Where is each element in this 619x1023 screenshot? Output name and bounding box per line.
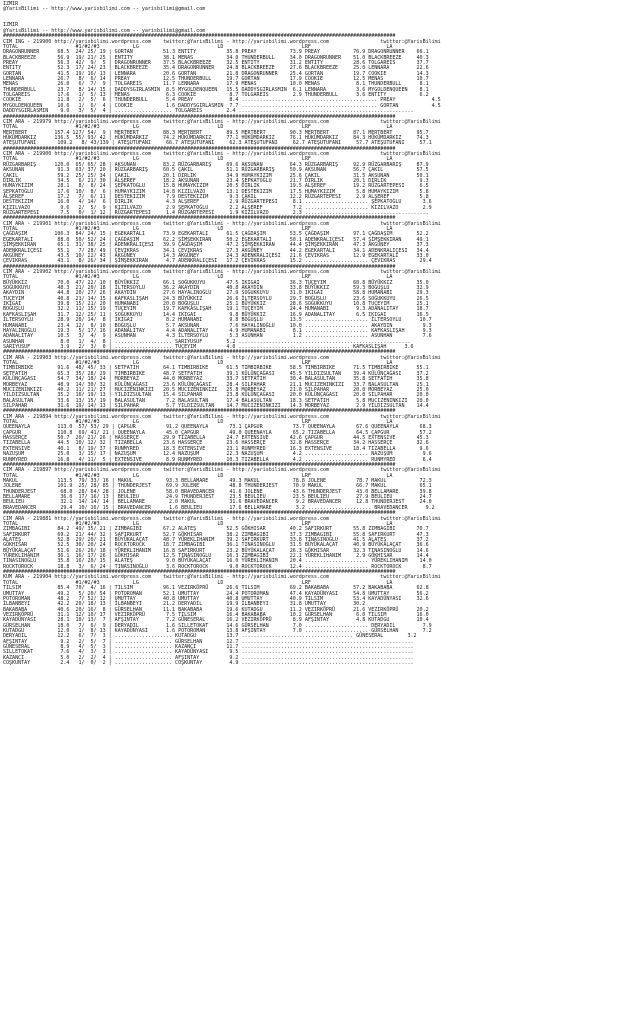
report-line: CIM ARA - 219894 http://yarisbilimi.wordpress.com twitter:@YarisBilimi - http://yarisbilimi.wordpress.com twitter:@YarisBilimi (3, 413, 441, 420)
report-line: MYGOLDENQUEEN 10.6 1/ 6/ 4 | COOKIE 1.6 DADDYSGIRLASMIN 7.7 ............................................. GORTAN 4.5 (3, 102, 441, 109)
report-line: GORTAN 41.5 19/ 16/ 13 | LENNARA 20.6 GORTAN 21.8 DRAGONRUNNER 25.4 GORTAN 19.7 COOKIE 14.3 (3, 70, 429, 77)
report-line: TOTAL #1/#2/#3 LG LD LRF LA (3, 156, 393, 163)
report-line: DRAGONRUNNER 68.5 24/ 25/ 19 | GORTAN 51.3 ENTITY 35.8 PREAY 73.9 PREAY 76.9 DRAGONRUNNER 66.1 (3, 49, 429, 56)
report-line: ################################################################################################################################## (3, 215, 396, 222)
report-line: AFŞINTAY 9.2 2/ 5/ 7 | ................... GÜRSELHAN 12.7 ......................................................... (3, 638, 414, 645)
report-line: MERTBERT 157.4 127/ 54/ 9 | MERTBERT 88.3 MERTBERT 89.5 MERTBERT 90.3 MERTBERT 87.1 MERTBERT 95.7 (3, 129, 429, 136)
report-line: ADENKRALIÇESI 55.1 7/ 28/ 49 | ÇEVIKRAS 34.1 ÇEVIKRAS 27.3 AKGÜNEY 44.2 EGEKARTALI 34.1 ADENKRALIÇESI 34.4 (3, 247, 429, 254)
report-line: CIM ARA - 219881 http://yarisbilimi.wordpress.com twitter:@YarisBilimi - http://yarisbilimi.wordpress.com twitter:@YarisBilimi (3, 515, 441, 522)
report-line: CIM ARA - 219903 http://yarisbilimi.wordpress.com twitter:@YarisBilimi - http://yarisbilimi.wordpress.com twitter:@YarisBilimi (3, 354, 441, 361)
report-line: RÜZGARBARIŞ 120.0 65/ 65/ 28 | AKSUNAN 83.2 RÜZGARBARIŞ 69.6 AKSUNAN 64.3 RÜZGARBARIŞ 92.9 RÜZGARBARIŞ 87.9 (3, 161, 429, 168)
report-line: BEULIEU 32.1 14/ 14/ 14 | BELLAMARE 2.0 MAKUL 31.6 BRAVEDANCER 9.2 BRAVEDANCER 12.8 THUNDERJEST 24.0 (3, 499, 432, 506)
report-line: ÇAKIL 59.2 25/ 25/ 34 | ÇAKIL 20.1 DIRLIK 34.9 HUMAYKIZIM 25.6 ÇAKIL 31.5 AKSUNAN 50.1 (3, 172, 429, 179)
report-line: BALASULTAN 33.6 13/ 15/ 19 | BALASULTAN 7.2 BALASULTAN 17.4 BALASULTAN 18.3 SETFATIH 5.8 MUCIZENINKIZI 20.0 (3, 397, 429, 404)
report-line: CIM ARA - 219900 http://yarisbilimi.wordpress.com twitter:@YarisBilimi - http://yarisbilimi.wordpress.com twitter:@YarisBilimi (3, 151, 441, 158)
report-line: TOTAL #1/#2/#3 LG LD LRF LA (3, 274, 393, 281)
report-line: ALŞEREF 17.2 7/ 6/ 11 | DESTEKIZIM 7.9 DESTEKIZIM 9.3 ÇAKIL 12.2 RÜZGARTEPESI 2.9 ALŞEREF 5.8 (3, 193, 429, 200)
report-line: BOĞUŞLU 32.2 11/ 15/ 19 | TUÇEYIM 19.7 KAFKASLIŞAH 19.1 TUÇEYIM 24.4 HUMANABI 9.3 ADANALITAY 18.7 (3, 306, 429, 313)
report-line: GÜNESERAL 8.9 4/ 5/ 3 | ................... KAZANCI 11.7 ......................................................... (3, 644, 414, 651)
report-line: IZMIR (3, 22, 19, 29)
report-line: BLACKBREEZE 56.9 19/ 21/ 25 | ENTITY 38.1 MENAS 34.0 THUNDERBULL 34.0 DRAGONRUNNER 51.0 BLACKBREEZE 40.3 (3, 54, 429, 61)
report-line: ################################################################################################################################## (3, 349, 396, 356)
report-line: DESTEKIZIM 16.0 4/ 14/ 6 | DIRLIK 4.3 ALŞEREF 2.9 RÜZGARTEPESI 8.1 ..................... ŞEPKATOĞLU 3.6 (3, 199, 432, 206)
report-line: ZIMBAGIBI 84.2 49/ 35/ 21 | ZIMBAGIBI 67.2 ALATEŞ 52.5 GÖKHISAR 40.2 SAFIRKURT 55.8 ZIMBAGIBI 70.7 (3, 526, 429, 533)
report-line: JOLENE 101.9 25/ 28/ 85 | THUNDERJEST 69.9 JOLENE 48.8 THUNDERJEST 70.9 MAKUL 66.7 MAKUL 65.1 (3, 483, 432, 490)
report-line: ÇAPGUR 110.8 69/ 41/ 21 | QUEENAYLA 45.0 ÇAPGUR 49.0 QUEENAYLA 65.2 TIZABELLA 64.5 ÇAPGUR 57.2 (3, 429, 432, 436)
report-line: IZMIR (3, 1, 19, 7)
report-line: EXTENSIVE 40.1 8/ 19/ 37 | RUNMYRED 18.3 EXTENSIVE 23.1 RUNMYRED 16.3 EXTENSIVE 18.4 TIZABELLA 9.6 (3, 445, 429, 452)
report-line: TIZABELLA 44.5 10/ 12/ 32 | TIZABELLA 23.6 HASSERÇE 23.6 HASSERÇE 32.8 HASSERÇE 34.2 HASSERÇE 32.6 (3, 440, 429, 447)
report-line: ################################################################################################################################## (3, 145, 396, 152)
report-line: ŞEPKATOĞLU 17.6 10/ 8/ 6 | HUMAYKIZIM 14.8 KIZILVAZO 13.1 DESTEKIZIM 17.5 HUMAYKIZIM 5.8 HUMAYKIZIM 5.8 (3, 188, 429, 195)
report-line: SOĞUKKUYU 48.3 21/ 20/ 18 | İLTERSOYLU 36.2 AKAYDIN 40.8 AKAYDIN 33.8 BÜYÜKKIZ 59.3 BOĞUŞLU 32.9 (3, 285, 429, 292)
report-line: HAYALINOĞLU 19.3 5/ 17/ 16 | ADANALITAY 4.4 ADANALITAY 4.9 HUMANABI 8.1 ..................... KAFKASLIŞAH 9.3 (3, 327, 432, 334)
report-line: TOTAL #1/#2/#3 LG LD LRF LA (3, 419, 393, 426)
report-line: ALATEŞ 52.8 29/ 20/ 21 | BÜYÜKALAÇAT 48.7 YÜREKLIHANIM 39.2 SAFIRKURT 33.8 TINASINOĞLU 41.5 ALATEŞ 37.2 (3, 536, 429, 543)
report-line: ################################################################################################################################## (3, 33, 396, 40)
report-line: ROCKTOROCK 18.8 3/ 6/ 24 | TINASINOĞLU 3.6 ROCKTOROCK 9.0 ROCKTOROCK 12.4 ..................... ROCKTOROCK 8.7 (3, 563, 432, 570)
report-line: DADDYSGIRLASMIN 9.0 3/ 5/ 4 | ................... TOLGAREIS 2.4 .......................................................... (3, 108, 414, 115)
report-line: VEZIRKÖPRÜ 31.1 12/ 10/ 17 | VEZIRKÖPRÜ 7.5 TILSIM 16.4 BAKABABA 10.2 GÜRSELHAN 6.0 TILSIM 16.0 (3, 611, 429, 618)
report-line: ################################################################################################################################## (3, 263, 396, 270)
report-line: ÇEVIKRAS 43.1 8/ 26/ 34 | ŞİMŞEKKIRAN 4.7 ADENKRALIÇESI 17.2 ÇEVIKRAS 15.2 ..................... ÇEVIKRAS 29.4 (3, 258, 432, 265)
report-line: SILPAHAR 31.6 19/ 14/ 13 | SILPAHAR 5.7 YILDIZSULTAN 14.7 MUCIZENINKIZI 14.3 MORBEYAZ 2.9 YILDIZSULTAN 14.4 (3, 402, 429, 409)
report-line: ÇAĞDAŞIM 106.3 84/ 24/ 15 | EGEKARTALI 73.9 EGEKARTALI 61.5 ÇAĞDAŞIM 53.5 ÇAĞDAŞIM 97.1 ÇAĞDAŞIM 52.2 (3, 231, 429, 238)
report-line: CIM ARA - 219901 http://yarisbilimi.wordpress.com twitter:@YarisBilimi - http://yarisbilimi.wordpress.com twitter:@YarisBilimi (3, 220, 441, 227)
report-line: BRAVEDANCER 29.4 10/ 16/ 15 | BRAVEDANCER 1.6 BEULIEU 17.6 BELLAMARE 3.2 ..................... BRAVEDANCER 9.2 (3, 504, 435, 511)
report-line: RÜZGARTEPESI 7.5 0/ 1/ 12 | RÜZGARTEPESI 1.4 RÜZGARTEPESI 1.9 KIZILVAZO 2.3 ......................................... (3, 210, 429, 217)
report-line: ADANALITAY 10.5 3/ 4/ 9 | ASUNHAN 4.3 İLTERSOYLU 5.3 ASUNHAN 1.2 ..................... ASUNHAN 7.6 (3, 333, 432, 340)
report-line: KUM ARA - 219904 http://yarisbilimi.wordpress.com twitter:@YarisBilimi - http://yarisbilimi.wordpress.com twitter:@YarisBilimi (3, 574, 441, 581)
report-line: GÜRSELHAN 18.0 7/ 6/ 9 | DERYADIL 1.6 SILLETOKAT 14.6 GÜRSELHAN 7.0 ..................... DERYADIL 7.9 (3, 622, 432, 629)
report-line: TOTAL #1/#2/#3 LG LD LRF LA (3, 226, 393, 233)
report-line: EGEKARTALI 88.0 50/ 52/ 24 | ÇAĞDAŞIM 62.2 ŞİMŞEKKIRAN 50.2 EGEKARTALI 50.1 ADENKRALIÇESI 57.4 ŞİMŞEKKIRAN 49.1 (3, 236, 429, 243)
report-line: CIM ING - 219900 http://yarisbilimi.wordpress.com twitter:@YarisBilimi - http://yarisbilimi.wordpress.com twitter:@YarisBilimi (3, 38, 441, 45)
report-line: TUÇEYIM 40.8 21/ 14/ 15 | KAFKASLIŞAH 24.3 BÜYÜKKIZ 26.6 İLTERSOYLU 29.7 BOĞUŞLU 23.6 SOĞUKKUYU 26.5 (3, 295, 429, 302)
report-line: YÜREKLIHANIM 36.1 16/ 17/ 26 | GÖKHISAR 12.5 TINASINOĞLU 16.3 ZIMBAGIBI 22.1 YÜREKLIHANIM 2.9 GÖKHISAR 14.4 (3, 553, 429, 560)
report-line: THUNDERBULL 23.7 8/ 14/ 15 | DADDYSGIRLASMIN 8.5 MYGOLDENQUEEN 15.5 DADDYSGIRLASMIN 6.1 LENNARA 3.6 MYGOLDENQUEEN 8.1 (3, 86, 429, 93)
report-line: RUNMYRED 16.8 4/ 11/ 5 | EXTENSIVE 8.9 RUNMYRED 10.3 TIZABELLA 4.2 ..................... RUNMYRED 6.4 (3, 456, 432, 463)
report-line: COŞKUNTAY 2.4 1/ 0/ 2 | ................... COŞKUNTAY 4.9 ......................................................... (3, 660, 414, 667)
report-line: QUEENAYLA 113.0 57/ 53/ 29 | ÇAPGUR 91.2 QUEENAYLA 73.1 ÇAPGUR 73.7 QUEENAYLA 67.6 QUEENAYLA 68.3 (3, 424, 432, 431)
report-line: TOTAL #1/#2/#3 LG LD LRF LA (3, 360, 393, 367)
report-line: THUNDERJEST 68.0 28/ 64/ 28 | JOLENE 58.0 BRAVEDANCER 41.6 JOLENE 43.6 THUNDERJEST 43.0 BELLAMARE 39.8 (3, 488, 432, 495)
report-line: KIZILVAZO 9.6 2/ 5/ 9 | KIZILVAZO 2.9 ŞEPKATOĞLU 2.2 ALŞEREF 7.2 ..................... KIZILVAZO 2.9 (3, 204, 432, 211)
report-line: UMUTTAY 49.2 5/ 20/ 54 | POTOROMAN 52.1 UMUTTAY 24.4 POTOROMAN 47.4 KAYADÜNYASI 54.8 UMUTTAY 56.2 (3, 590, 429, 597)
report-line: TOTAL #1/#2/#3 LG LD LRF LA (3, 472, 393, 479)
report-line: NAZUŞUM 25.0 3/ 15/ 17 | NAZUŞUM 12.4 NAZUŞUM 22.3 NAZUŞUM 4.2 ..................... NAZUŞUM 9.6 (3, 451, 432, 458)
report-line: LENNARA 26.7 8/ 6/ 14 | PREAY 12.5 THUNDERBULL 19.7 GORTAN 17.9 COOKIE 12.5 MENAS 10.7 (3, 76, 429, 83)
report-line: CIM ARA - 219902 http://yarisbilimi.wordpress.com twitter:@YarisBilimi - http://yarisbilimi.wordpress.com twitter:@YarisBilimi (3, 268, 441, 275)
report-line: YILDIZSULTAN 35.2 16/ 19/ 13 | YILDIZSULTAN 15.4 SILPAHAR 23.8 KÜLÜNÇAĞASI 20.0 KÜLÜNÇAĞASI 20.0 SILPAHAR 20.0 (3, 392, 429, 399)
report-line: BÜYÜKALAÇAT 51.6 26/ 26/ 18 | YÜREKLIHANIM 16.8 SAFIRKURT 23.2 BÜYÜKALAÇAT 26.3 GÖKHISAR 32.3 TINASINOĞLU 14.6 (3, 547, 429, 554)
report-line: HÜKÜMDARKIZ 136.5 55/ 93/ 42 | HÜKÜMDARKIZ 74.2 HÜKÜMDARKIZ 77.1 HÜKÜMDARKIZ 76.1 HÜKÜMDARKIZ 84.3 HÜKÜMDARKIZ 74.3 (3, 134, 429, 141)
report-line: IKIGAI 39.8 15/ 21/ 20 | HUMANABI 20.0 BOĞUŞLU 25.1 BÜYÜKKIZ 28.6 SOĞUKKUYU 10.8 TUÇEYIM 25.1 (3, 301, 429, 308)
report-line: HUMANABI 23.4 12/ 8/ 10 | BOĞUŞLU 5.7 AKSUNAN 7.6 HAYALINOĞLU 10.0 ..................... AKAYDIN 9.3 (3, 322, 432, 329)
report-line: TINASINOĞLU 35.8 16/ 20/ 15 | ALATEŞ 9.0 BÜYÜKALAÇAT 16.0 YÜREKLIHANIM 20.4 ..................... YÜREKLIHANIM 14.0 (3, 558, 432, 565)
report-line: İLTERSOYLU 28.9 20/ 14/ 8 | IKIGAI 8.2 HUMANABI 9.8 BOĞUŞLU 13.5 ..................... İLTERSOYLU 10.7 (3, 317, 432, 324)
report-line: AKSUNAN 91.3 63/ 37/ 20 | RÜZGARBARIŞ 60.5 ÇAKIL 51.1 RÜZGARBARIŞ 50.9 AKSUNAN 56.7 ÇAKIL 57.5 (3, 167, 429, 174)
report-line: @YarisBilimi -- http://www.yarisbilimi.com -- yarisbilimi@gmail.com (3, 6, 206, 13)
report-line: KAZANCI 5.0 2/ 2/ 4 | ................... AFŞINTAY 9.2 ......................................................... (3, 654, 414, 661)
report-line: SILLETOKAT 7.6 4/ 3/ 3 | ................... KAYADÜNYASI 9.5 ......................................................... (3, 649, 414, 656)
report-line: CIM ARA - 219979 http://yarisbilimi.wordpress.com twitter:@YarisBilimi - http://yarisbilimi.wordpress.com twitter:@YarisBilimi (3, 118, 441, 125)
report-line: TOTAL #1/#2/#3 LG LD LRF LA (3, 520, 393, 527)
report-line: SARIYUSUF 3.9 2/ 3/ 0 | ................... TUÇEYIM 4.0 ..................................... KAFKASLIŞAH 3.6 (3, 344, 414, 350)
report-line: BELLAMARE 36.0 17/ 16/ 13 | BEULIEU 24.9 THUNDERJEST 23.5 BEULIEU 23.5 BEULIEU 27.9 BEULIEU 24.7 (3, 494, 432, 501)
report-line: ################################################################################################################################## (3, 408, 396, 415)
report-line: SAFIRKURT 69.2 21/ 44/ 32 | SAFIRKURT 52.7 GÖKHISAR 38.2 ZIMBAGIBI 37.3 ZIMBAGIBI 55.8 SAFIRKURT 47.3 (3, 531, 429, 538)
report-line: COOKIE 11.8 2/ 5/ 6 | THUNDERBULL 5.4 PREAY 8.4 ............................................. PREAY 4.5 (3, 97, 441, 104)
report-line: HASSERÇE 50.7 20/ 21/ 26 | HASSERÇE 29.9 TIZABELLA 24.7 EXTENSIVE 42.6 ÇAPGUR 44.5 EXTENSIVE 45.3 (3, 435, 429, 442)
report-line: TOTAL #1/#2/#3 LG LD LRF LA (3, 124, 393, 131)
report-line: GÖKHISAR 52.5 30/ 20/ 24 | ROCKTOROCK 18.7 ZIMBAGIBI 36.1 TINASINOĞLU 31.5 BÜYÜKALAÇAT 40.9 BÜYÜKALAÇAT 36.6 (3, 542, 429, 549)
report-line: TIMBIRBIKE 91.6 48/ 45/ 33 | SETFATIH 64.1 TIMBIRBIKE 61.5 TIMBIRBIKE 58.5 TIMBIRBIKE 71.5 TIMBIRBIKE 55.1 (3, 365, 429, 372)
report-line: ASUNHAN 8.0 1/ 4/ 8 | ................... SARIYUSUF 5.2 ......................................................... (3, 338, 411, 345)
report-line: DIRLIK 34.5 6/ 21/ 30 | ALŞEREF 18.2 AKSUNAN 23.4 ŞEPKATOĞLU 21.7 DIRLIK 20.1 DIRLIK 9.3 (3, 177, 429, 184)
report-line: TOLGAREIS 17.6 1/ 5/ 13 | MENAS 6.3 COOKIE 8.7 TOLGAREIS 2.9 THUNDERBULL 3.6 ENTITY 6.2 (3, 92, 429, 99)
report-line: TOTAL #1/#2/#3 LG LD LRF LA (3, 43, 393, 50)
report-line: MAKUL 113.5 79/ 33/ 16 | MAKUL 93.3 BELLAMARE 49.3 MAKUL 78.8 JOLENE 78.7 MAKUL 72.3 (3, 477, 432, 484)
report-line: TILSIM 85.4 70/ 4/ 16 | TILSIM 96.1 VEZIRKÖPRÜ 26.6 TILSIM 69.2 BAKABABA 57.2 BAKABABA 62.8 (3, 585, 429, 592)
report-line: ################################################################################################################################## (3, 569, 396, 576)
report-line: MUCIZENINKIZI 40.2 11/ 21/ 27 | MUCIZENINKIZI 20.5 MUCIZENINKIZI 25.8 MORBEYAZ 21.0 SILPAHAR 20.0 MORBEYAZ 25.0 (3, 386, 429, 393)
report-line: PREAY 56.3 42/ 9/ 5 | DRAGONRUNNER 37.5 BLACKBREEZE 32.5 ENTITY 31.2 ENTITY 28.6 TOLGAREIS 37.7 (3, 59, 429, 66)
report-line: BÜYÜKKIZ 70.0 47/ 22/ 10 | BÜYÜKKIZ 66.1 SOĞUKKUYU 47.5 IKIGAI 36.3 TUÇEYIM 60.8 BÜYÜKKIZ 35.0 (3, 279, 429, 286)
report-line: @YarisBilimi -- http://www.yarisbilimi.com -- yarisbilimi@gmail.com (3, 27, 206, 34)
report-line: KAYADÜNYASI 28.1 10/ 13/ 7 | AFŞINTAY 7.2 GÜNESERAL 16.2 VEZIRKÖPRÜ 8.9 AFŞINTAY 4.8 KUTADGU 10.4 (3, 617, 429, 624)
report-line: KAFKASLIŞAH 31.7 12/ 25/ 11 | SOĞUKKUYU 14.4 IKIGAI 9.8 BÜYÜKKIZ 16.9 ADANALITAY 6.5 IKIGAI 16.5 (3, 311, 429, 318)
report-line: AKGÜNEY 43.5 10/ 22/ 43 | AKGÜNEY 14.3 AKGÜNEY 24.3 ADENKRALIÇESI 21.6 ÇEVIKRAS 12.9 EGEKARTALI 33.0 (3, 252, 429, 259)
report-line: POTOROMAN 48.2 7/ 52/ 12 | UMUTTAY 40.8 UMUTTAY 40.8 UMUTTAY 40.9 TILSIM 53.4 KAYADÜNYASI 32.6 (3, 595, 429, 602)
report-line: DERYADIL 12.2 6/ 7/ 3 | ................... KUTADGU 13.7 ..................................... GÜNESERAL 3.2 (3, 633, 417, 640)
report-line: ATEŞUTUFANI 109.2 8/ 43/139 | ATEŞUTUFANI 66.7 ATEŞUTUFANI 62.3 ATEŞUTUFANI 62.7 ATEŞUTUFANI 57.7 ATEŞUTUFANI 57.1 (3, 140, 432, 147)
report-line: İLBANBEYI 42.2 20/ 18/ 13 | İLBANBEYI 21.2 DERYADIL 19.9 İLBANBEYI 31.8 UMUTTAY 30.2 (3, 601, 366, 608)
report-line: MORBEYAZ 48.9 14/ 30/ 32 | KÜLÜNÇAĞASI 23.6 KÜLÜNÇAĞASI 28.4 SILPAHAR 21.1 MUCIZENINKIZI 33.7 BALASULTAN 25.1 (3, 381, 429, 388)
report-line: MENAS 26.0 6/ 7/ 9 | TOLGAREIS 11.7 LENNARA 17.9 MENAS 10.0 MENAS 8.1 THUNDERBULL 8.1 (3, 81, 429, 88)
report-line: BAKABABA 40.6 20/ 16/ 8 | GÜRSELHAN 11.1 BAKABABA 19.6 KUTADGU 11.2 VEZIRKÖPRÜ 21.6 VEZIRKÖPRÜ 20.2 (3, 606, 429, 613)
report-line: AKAYDIN 44.8 20/ 27/ 26 | AKAYDIN 27.6 HAYALINOĞLU 27.9 SOĞUKKUYU 31.0 IKIGAI 58.8 HUMANABI 29.3 (3, 290, 429, 297)
report-line: CIM ARA - 219897 http://yarisbilimi.wordpress.com twitter:@YarisBilimi - http://yarisbilimi.wordpress.com twitter:@YarisBilimi (3, 467, 441, 474)
report-line: TOTAL #1/#2/#3 LG LD LRF LA (3, 579, 393, 586)
report-line: KÜLÜNÇAĞASI 54.7 34/ 18/ 24 | MORBEYAZ 44.0 MORBEYAZ 33.7 SETFATIH 30.4 BALASULTAN 35.8 SETFATIH 35.8 (3, 376, 429, 383)
report-line: ENTITY 52.3 17/ 24/ 23 | BLACKBREEZE 35.4 DRAGONRUNNER 24.8 BLACKBREEZE 27.6 BLACKBREEZE 25.0 LENNARA 22.6 (3, 65, 429, 72)
report-line: KUTADGU 12.0 1/ 8/ 13 | KAYADÜNYASI 1.6 POTOROMAN 13.8 AFŞINTAY 7.0 ..................... GÜRSELHAN 7.2 (3, 628, 432, 635)
report-line: SETFATIH 65.3 35/ 28/ 29 | TIMBIRBIKE 48.7 SETFATIH 39.1 KÜLÜNÇAĞASI 45.5 YILDIZSULTAN 39.4 KÜLÜNÇAĞASI 37.2 (3, 370, 429, 377)
report-line: ################################################################################################################################## (3, 113, 396, 120)
report-line: ################################################################################################################################## (3, 461, 396, 468)
report-line: ŞİMŞEKKIRAN 65.1 31/ 38/ 25 | ADENKRALIÇESI 39.9 ÇAĞDAŞIM 47.2 ŞİMŞEKKIRAN 44.4 ŞİMŞEKKIRAN 47.3 AKGÜNEY 37.3 (3, 242, 429, 249)
report-line: HUMAYKIZIM 28.1 8/ 8/ 24 | ŞEPKATOĞLU 15.8 HUMAYKIZIM 20.5 DIRLIK 19.5 ALŞEREF 19.2 RÜZGARTEPESI 6.5 (3, 183, 429, 190)
report-line: ################################################################################################################################## (3, 510, 396, 517)
